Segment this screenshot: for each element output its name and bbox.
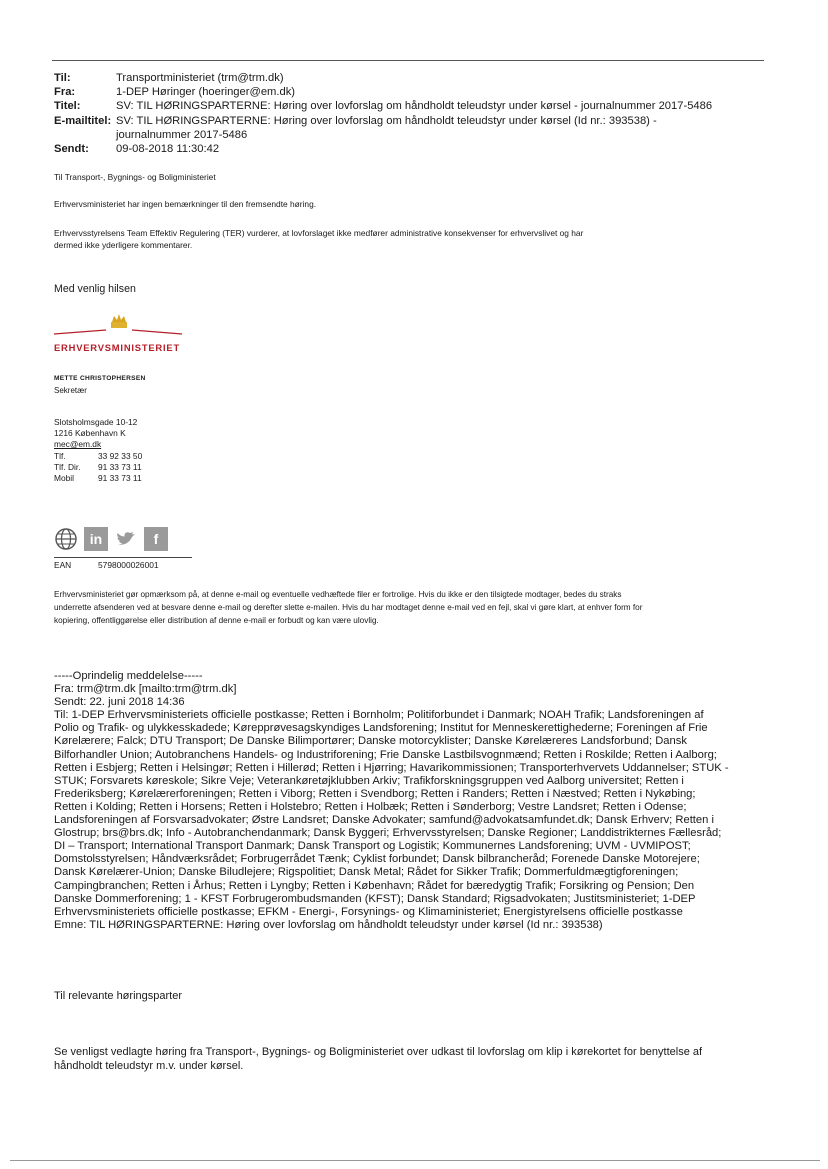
recipient-line: Retten i Kolding; Retten i Horsens; Retten i Holstebro; Retten i Holbæk; Retten i Sønderborg; Vestre Landsret; Retten i Odense; [54,800,687,813]
paragraph-2-line2: dermed ikke yderligere kommentarer. [54,239,193,250]
recipient-line: DI – Transport; International Transport Danmark; Dansk Transport og Logistik; Kommunernes Landsforening; UVM - UVMIPOST; [54,840,691,853]
regards: Med venlig hilsen [54,283,136,295]
paragraph-2-line1: Erhvervsstyrelsens Team Effektiv Regulering (TER) vurderer, at lovforslaget ikke medfører administrative konsekvenser for erhvervslivet og har [54,228,584,238]
original-message [54,670,764,932]
crown-band-icon [111,322,127,328]
original-from: Fra: trm@trm.dk [mailto:trm@trm.dk] [54,683,237,696]
to-row [54,71,774,85]
disclaimer-line2: underrette afsenderen ved at besvare denne e-mail og derefter slette e-mailen. Hvis du har modtaget denne e-mail ved en fejl, skal vi gøre klart, at enhver form for [54,603,643,612]
recipient-line: Landsforeningen af Forsvarsadvokater; Østre Landsret; Danske Advokater; samfund@advokatsamfundet.dk; Dansk Erhverv; Retten i [54,814,714,827]
recipient-line: Domstolsstyrelsen; Håndværksrådet; Forbrugerrådet Tænk; Cyklist forbundet; Dansk bilbrancheråd; Forenede Danske Motorejere; [54,853,700,866]
recipient-line: Bilforhandler Union; Autobranchens Handels- og Industriforening; Frie Danske Lastbilsvognmænd; Retten i Roskilde; Retten i Aalborg; [54,748,717,761]
title-value: SV: TIL HØRINGSPARTERNE: Høring over lovforslag om håndholdt teleudstyr under kørsel - journalnummer 2017-5486 [116,100,713,113]
confidentiality-disclaimer [54,588,754,627]
from-row [54,85,774,99]
address-street: Slotsholmsgade 10-12 [54,417,138,427]
disclaimer-line1: Erhvervsministeriet gør opmærksom på, at denne e-mail og eventuelle vedhæftede filer er fortrolige. Hvis du ikke er den tilsigtede modtager, bedes du straks [54,590,622,599]
signature-address [54,417,142,484]
email-title-line2: journalnummer 2017-5486 [116,128,248,141]
email-title-value [116,114,774,142]
signature-name: METTE CHRISTOPHERSEN [54,375,146,382]
contact-value: 91 33 73 11 [98,461,142,472]
recipient-line: Til: 1-DEP Erhvervsministeriets officielle postkasse; Retten i Bornholm; Politiforbundet i Danmark; NOAH Trafik; Landsforeningen af [54,709,704,722]
logo-right-line-icon [132,330,182,334]
recipient-line: Polio og Trafik- og ulykkesskadede; Kørepprøvesagskyndiges Landsforening; Institut for Menneskerettighederne; Foreningen af Frie [54,722,708,735]
disclaimer-line3: kopiering, offentliggørelse eller distribution af denne e-mail er forbudt og kan være ulovlig. [54,616,379,625]
original-sent: Sendt: 22. juni 2018 14:36 [54,696,185,709]
email-title-label: E-mailtitel: [54,114,112,127]
sent-value: 09-08-2018 11:30:42 [116,143,220,156]
paragraph-2 [54,228,754,251]
email-title-line1: SV: TIL HØRINGSPARTERNE: Høring over lovforslag om håndholdt teleudstyr under kørsel (Id nr.: 393538) - [116,114,657,127]
bottom-rule [10,1160,820,1161]
closing-line1: Se venligst vedlagte høring fra Transport-, Bygnings- og Boligministeriet over udkast til lovforslag om klip i kørekortet for benyttelse af [54,1046,703,1058]
ean-label: EAN [54,560,72,570]
title-label: Titel: [54,100,81,113]
recipient-line: Kørelærere; Falck; DTU Transport; De Danske Bilimportører; Danske motorcyklister; Danske Kørelæreres Landsforbund; Dansk [54,735,687,748]
email-header [54,71,774,156]
email-title-row [54,114,774,142]
recipient-line: Retten i Esbjerg; Retten i Helsingør; Retten i Hillerød; Retten i Hjørring; Havarikommissionen; Transporterhvervets Uddannelser; STUK - [54,761,729,774]
from-label: Fra: [54,86,76,99]
crown-icon [112,314,126,322]
top-rule [52,60,764,61]
twitter-icon[interactable] [114,527,138,551]
recipient-line: Dansk Kørelærer-Union; Danske Biludlejere; Rigspolitiet; Dansk Metal; Rådet for Sikker Trafik; Dommerfuldmægtigforeningen; [54,866,679,879]
recipient-line: Danske Dommerforening; 1 - KFST Forbrugerombudsmanden (KFST); Dansk Standard; Rigsadvokaten; Justitsministeriet; 1-DEP [54,892,696,905]
recipient-line: Frederiksberg; Kørelærerforeningen; Retten i Viborg; Retten i Svendborg; Retten i Randers; Retten i Næstved; Retten i Nykøbing; [54,787,696,800]
contact-label: Tlf. [54,450,66,461]
logo-left-line-icon [54,330,106,334]
contact-row [54,473,142,484]
contact-row [54,451,142,462]
sent-label: Sendt: [54,143,89,156]
contact-label: Tlf. Dir. [54,461,81,472]
paragraph-1: Erhvervsministeriet har ingen bemærkninger til den fremsendte høring. [54,199,317,209]
contact-row [54,462,142,473]
original-heading: -----Oprindelig meddelelse----- [54,670,203,682]
recipient-line: Glostrup; brs@brs.dk; Info - Autobranchendanmark; Dansk Byggeri; Erhvervsstyrelsen; Danske Regioner; Landdistrikternes Fællesråd; [54,827,722,840]
recipient-line: STUK; Forsvarets køreskole; Sikre Veje; Veterankøretøjklubben Arkiv; Trafikforskningsgruppen ved Aalborg universitet; Retten i [54,774,684,787]
recipient-line: Campingbranchen; Retten i Århus; Retten i Lyngby; Retten i København; Rådet for bæredygtig Trafik; Forsikring og Pension; Den [54,879,695,892]
to-value: Transportministeriet (trm@trm.dk) [116,72,284,84]
from-value: 1-DEP Høringer (hoeringer@em.dk) [116,86,296,99]
closing-line2: håndholdt teleudstyr m.v. under kørsel. [54,1060,244,1072]
original-subject: Emne: TIL HØRINGSPARTERNE: Høring over lovforslag om håndholdt teleudstyr under kørsel (Id nr.: 393538) [54,918,603,931]
ean-rule [54,557,192,558]
facebook-icon[interactable]: f [144,527,168,551]
sent-row [54,142,774,156]
original-closing [54,1045,764,1073]
contact-value: 91 33 73 11 [98,473,142,484]
recipient-line: Erhvervsministeriets officielle postkasse; EFKM - Energi-, Forsynings- og Klimaministeriet; Energistyrelsens officielle postkasse [54,905,683,918]
to-label: Til: [54,72,71,84]
signature-email-link[interactable]: mec@em.dk [54,439,102,450]
org-logo-text: ERHVERVSMINISTERIET [54,342,180,353]
signature-title: Sekretær [54,386,87,395]
linkedin-icon[interactable]: in [84,527,108,551]
contact-value: 33 92 33 50 [98,450,143,461]
original-to [54,709,764,919]
ean-value: 5798000026001 [98,560,159,570]
title-row [54,99,774,113]
salutation: Til Transport-, Bygnings- og Boligministeriet [54,172,216,182]
original-greeting: Til relevante høringsparter [54,990,182,1002]
ean-row [54,560,159,570]
contact-label: Mobil [54,473,75,484]
globe-icon[interactable] [54,527,78,551]
social-icons [54,527,168,551]
address-city: 1216 København K [54,428,126,439]
